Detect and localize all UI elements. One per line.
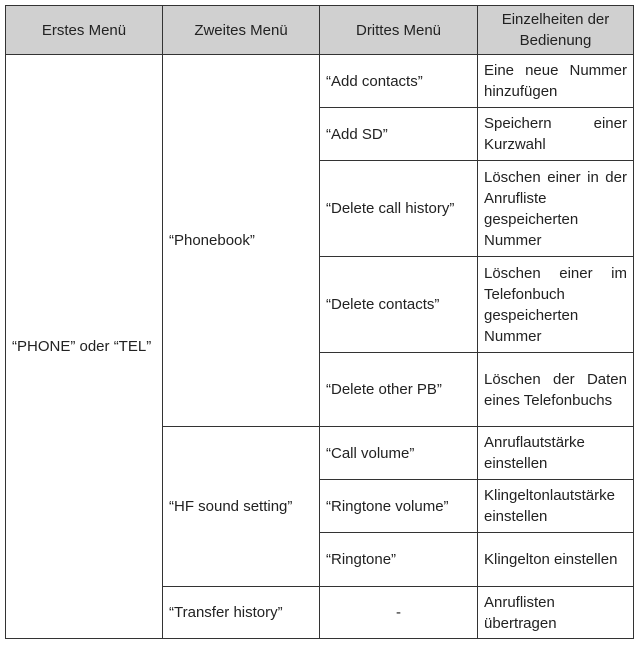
details-cell: Klingelton einstellen <box>478 533 634 587</box>
header-second-menu: Zweites Menü <box>163 6 320 55</box>
third-menu-cell: “Delete contacts” <box>320 257 478 353</box>
third-menu-cell: “Ringtone volume” <box>320 480 478 533</box>
third-menu-cell: “Add contacts” <box>320 55 478 108</box>
second-menu-cell: “Transfer history” <box>163 587 320 639</box>
details-cell: Speichern einer Kurzwahl <box>478 108 634 161</box>
third-menu-cell: “Call volume” <box>320 427 478 480</box>
header-third-menu: Drittes Menü <box>320 6 478 55</box>
first-menu-cell: “PHONE” oder “TEL” <box>6 55 163 639</box>
third-menu-cell: “Delete other PB” <box>320 353 478 427</box>
table-header-row <box>6 6 634 55</box>
third-menu-cell: - <box>320 587 478 639</box>
third-menu-cell: “Ringtone” <box>320 533 478 587</box>
second-menu-cell: “HF sound setting” <box>163 427 320 587</box>
details-cell: Anruflautstärke einstellen <box>478 427 634 480</box>
details-cell: Löschen einer in der Anrufliste gespeicherten Nummer <box>478 161 634 257</box>
second-menu-cell: “Phonebook” <box>163 55 320 427</box>
details-cell: Löschen einer im Telefonbuch gespeicherten Nummer <box>478 257 634 353</box>
details-cell: Klingeltonlautstärke einstellen <box>478 480 634 533</box>
details-cell: Löschen der Daten eines Telefonbuchs <box>478 353 634 427</box>
third-menu-cell: “Delete call history” <box>320 161 478 257</box>
header-details: Einzelheiten der Bedienung <box>478 6 634 55</box>
menu-table <box>5 5 634 639</box>
table-row <box>6 55 634 108</box>
third-menu-cell: “Add SD” <box>320 108 478 161</box>
details-cell: Anruflisten übertragen <box>478 587 634 639</box>
details-cell: Eine neue Nummer hinzufügen <box>478 55 634 108</box>
header-first-menu: Erstes Menü <box>6 6 163 55</box>
